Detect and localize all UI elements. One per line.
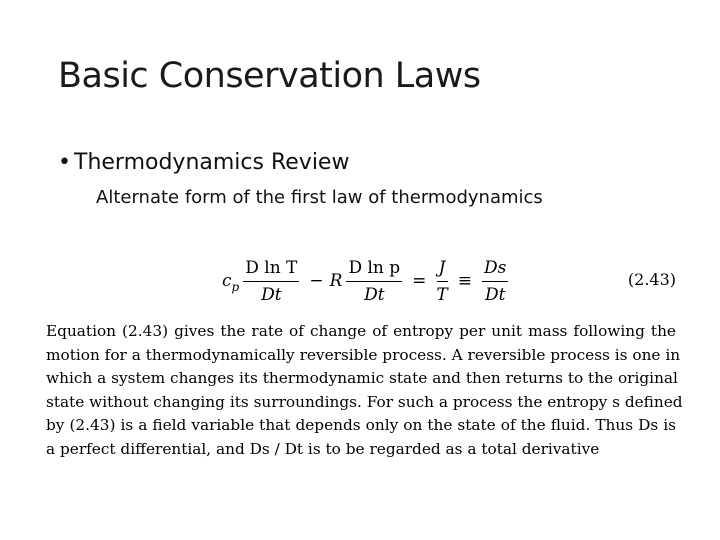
paragraph-line: Equation (2.43) gives the rate of change of entropy per unit mass following the xyxy=(46,322,676,340)
fraction-denominator: Dt xyxy=(484,284,506,305)
cp-subscript: p xyxy=(231,280,240,294)
fraction-dlnp-dt xyxy=(346,258,402,305)
explanation-paragraph xyxy=(46,320,683,461)
fraction-dlnt-dt xyxy=(243,258,299,305)
equals-operator: = xyxy=(412,271,427,291)
bullet-marker: • xyxy=(58,150,71,175)
bullet-item xyxy=(58,150,349,175)
slide-title: Basic Conservation Laws xyxy=(58,56,481,96)
paragraph-line: by (2.43) is a field variable that depends only on the state of the fluid. Thus Ds is xyxy=(46,416,676,434)
cp-term xyxy=(222,271,240,294)
equation-2-43 xyxy=(222,252,682,310)
fraction-numerator: D ln p xyxy=(346,258,402,282)
equation-number: (2.43) xyxy=(627,270,676,289)
fraction-numerator: Ds xyxy=(482,258,508,282)
paragraph-line: which a system changes its thermodynamic state and then returns to the original xyxy=(46,369,678,387)
fraction-denominator: Dt xyxy=(364,284,385,305)
minus-operator: − xyxy=(309,271,324,291)
fraction-denominator: Dt xyxy=(261,284,282,305)
paragraph-line: motion for a thermodynamically reversible process. A reversible process is one in xyxy=(46,345,681,364)
equivalence-operator: ≡ xyxy=(457,271,473,291)
cp-variable: c xyxy=(222,271,232,291)
bullet-text: Thermodynamics Review xyxy=(74,150,350,175)
fraction-numerator: J xyxy=(437,258,448,282)
fraction-j-t xyxy=(436,258,447,305)
fraction-denominator: T xyxy=(436,284,448,305)
equation-body xyxy=(222,252,512,310)
paragraph-line: a perfect differential, and Ds / Dt is to be regarded as a total derivative xyxy=(46,439,600,458)
fraction-ds-dt xyxy=(482,258,508,305)
fraction-numerator: D ln T xyxy=(243,258,299,282)
sub-bullet-text: Alternate form of the first law of thermodynamics xyxy=(96,187,543,208)
r-variable: R xyxy=(329,271,343,291)
paragraph-line: state without changing its surroundings. For such a process the entropy s defined xyxy=(46,392,683,411)
